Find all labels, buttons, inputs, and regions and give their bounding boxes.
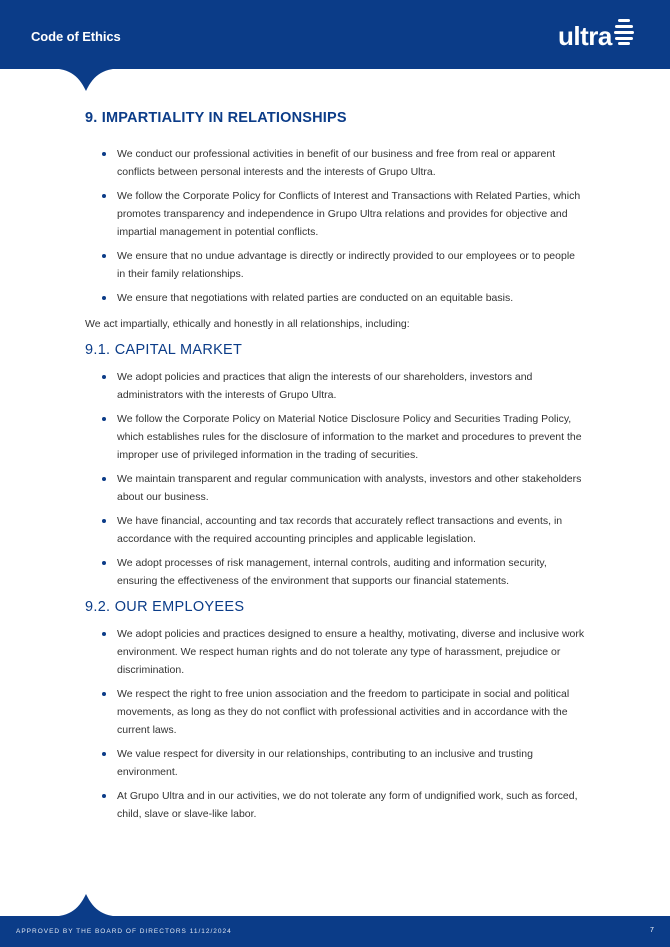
subsection-heading-our-employees: 9.2. OUR EMPLOYEES — [85, 599, 245, 615]
list-item: We conduct our professional activities in benefit of our business and free from real or apparent conflicts between personal interests and the interests of Grupo Ultra. — [85, 145, 585, 181]
list-item: We value respect for diversity in our relationships, contributing to an inclusive and trusting environment. — [85, 745, 585, 781]
section-bullet-list — [85, 145, 585, 307]
list-item: We adopt policies and practices designed to ensure a healthy, motivating, diverse and inclusive work environment. We respect human rights and do not tolerate any type of harassment, prejudice or discrimination. — [85, 625, 585, 679]
list-item: We respect the right to free union association and the freedom to participate in social and political movements, as long as they do not conflict with professional activities and in accordance with the current laws. — [85, 685, 585, 739]
list-item: We adopt processes of risk management, internal controls, auditing and information security, ensuring the effectiveness of the environment that supports our financial statements. — [85, 554, 585, 590]
logo-text: ultra — [558, 21, 612, 51]
section-intro: We act impartially, ethically and honestly in all relationships, including: — [85, 318, 410, 330]
ultra-logo-icon — [614, 19, 634, 45]
footer-notch-shape — [46, 893, 126, 917]
list-item: We ensure that no undue advantage is directly or indirectly provided to our employees or to people in their family relationships. — [85, 247, 585, 283]
list-item: We follow the Corporate Policy on Material Notice Disclosure Policy and Securities Trading Policy, which establishes rules for the disclosure of information to the market and procedures to prevent the improper use of privileged information in the trading of securities. — [85, 410, 585, 464]
section-heading: 9. IMPARTIALITY IN RELATIONSHIPS — [85, 110, 347, 126]
page-content — [85, 108, 585, 823]
list-item: We adopt policies and practices that align the interests of our shareholders, investors and administrators with the interests of Grupo Ultra. — [85, 368, 585, 404]
capital-market-bullet-list — [85, 368, 585, 590]
list-item: We follow the Corporate Policy for Conflicts of Interest and Transactions with Related Parties, which promotes transparency and independence in Grupo Ultra relations and provides for objective and impartial management in potential conflicts. — [85, 187, 585, 241]
subsection-heading-capital-market: 9.1. CAPITAL MARKET — [85, 342, 243, 358]
approval-note: APPROVED BY THE BOARD OF DIRECTORS 11/12/2024 — [16, 928, 232, 935]
list-item: We maintain transparent and regular communication with analysts, investors and other stakeholders about our business. — [85, 470, 585, 506]
ultra-logo — [558, 19, 634, 49]
list-item: We ensure that negotiations with related parties are conducted on an equitable basis. — [85, 289, 585, 307]
list-item: At Grupo Ultra and in our activities, we do not tolerate any form of undignified work, such as forced, child, slave or slave-like labor. — [85, 787, 585, 823]
our-employees-bullet-list — [85, 625, 585, 823]
list-item: We have financial, accounting and tax records that accurately reflect transactions and events, in accordance with the required accounting principles and applicable legislation. — [85, 512, 585, 548]
page-number: 7 — [650, 927, 654, 934]
header-notch-shape — [46, 68, 126, 92]
document-title: Code of Ethics — [31, 29, 121, 44]
